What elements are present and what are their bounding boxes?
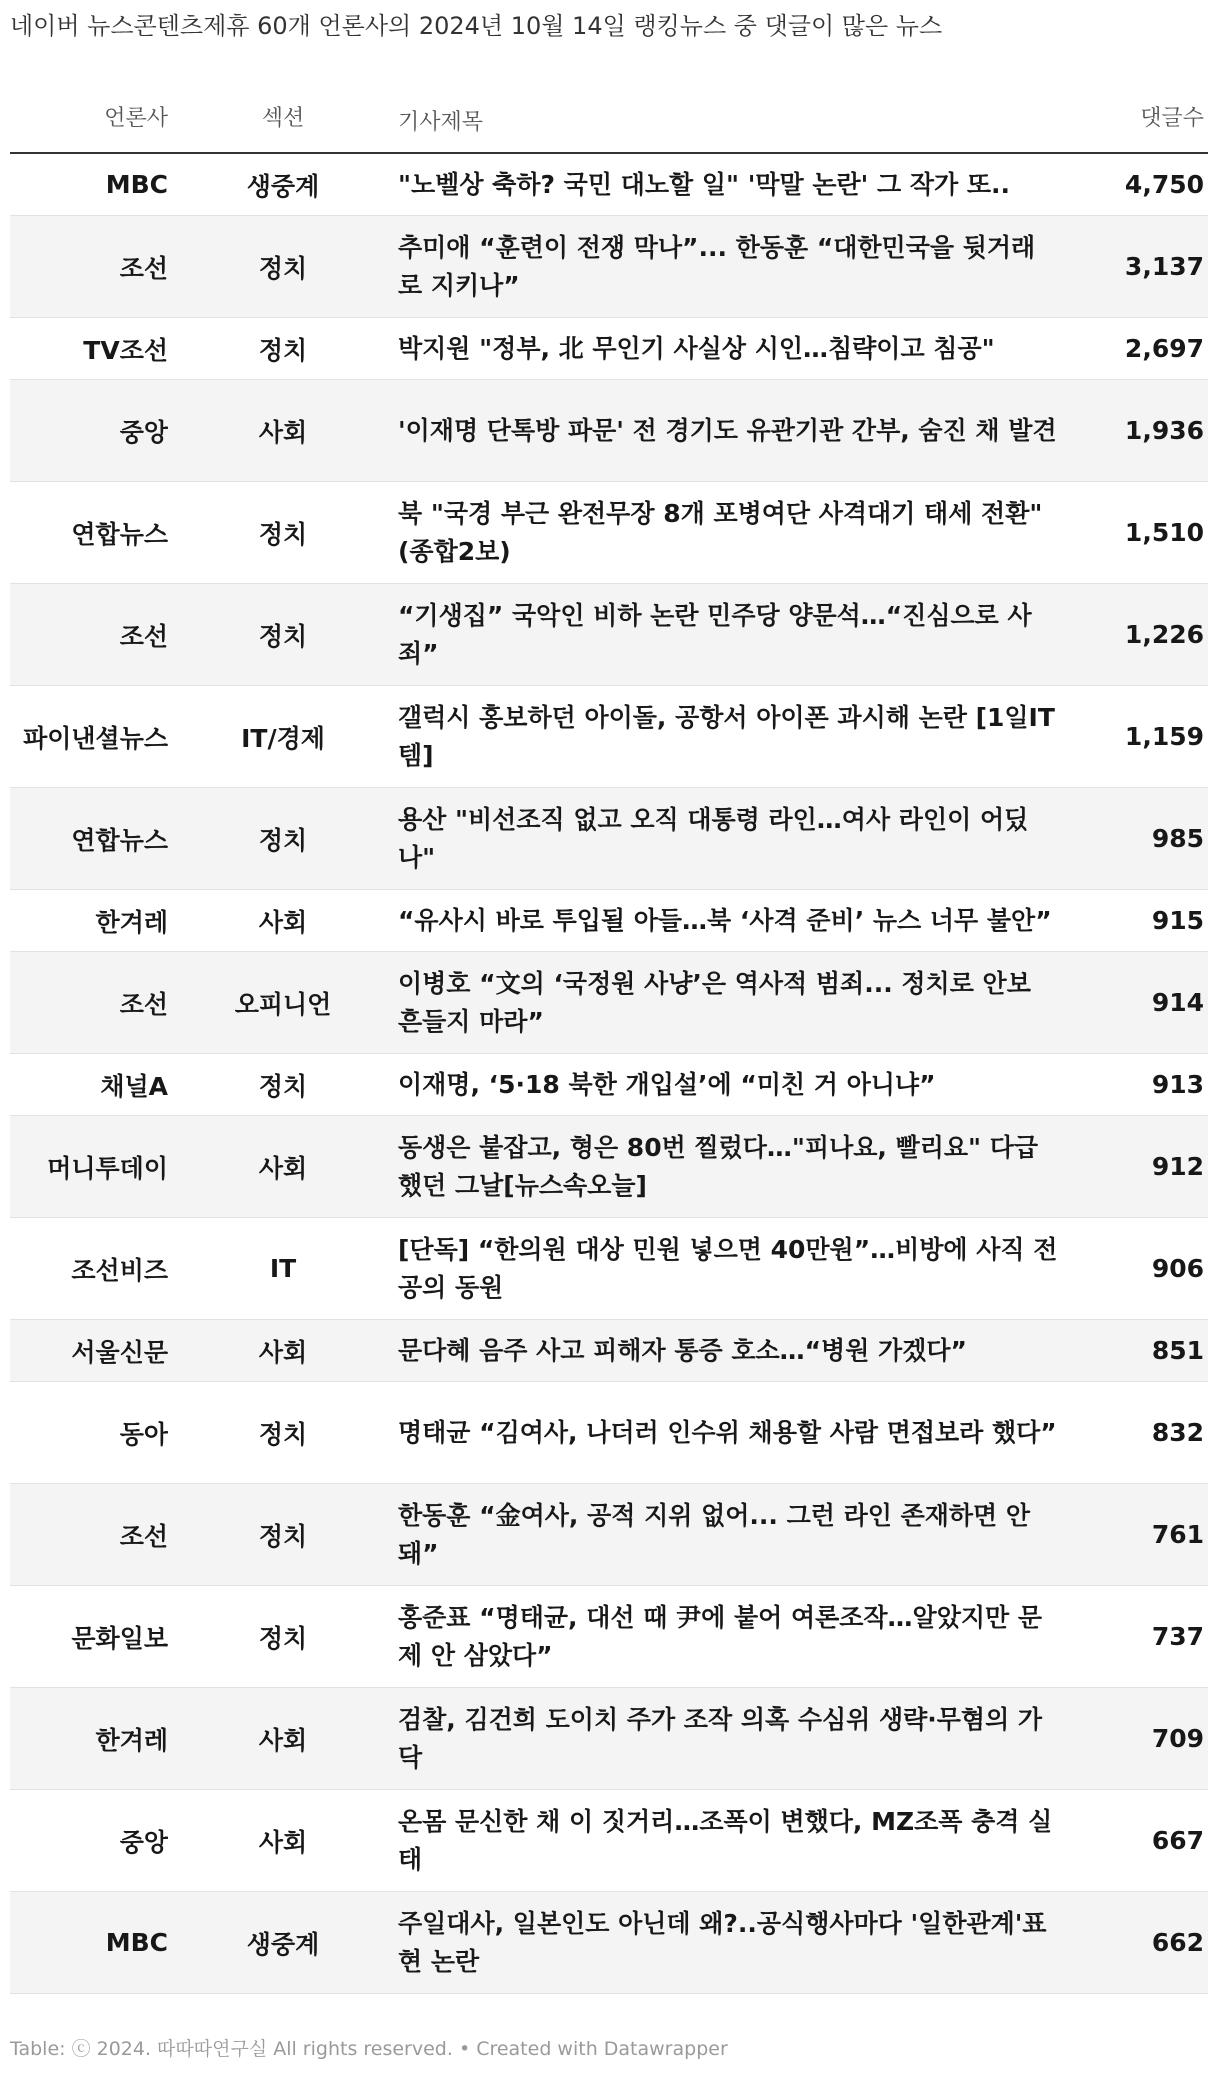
publisher-cell: 서울신문 (71, 1337, 168, 1367)
publisher-cell: MBC (105, 1928, 168, 1957)
section-cell: 정치 (258, 335, 308, 365)
header-comments: 댓글수 (1140, 106, 1204, 131)
section-cell: 사회 (258, 1337, 308, 1367)
section-cell: 사회 (258, 907, 308, 937)
section-cell: 정치 (258, 519, 308, 549)
comments-cell: 1,226 (1124, 620, 1204, 649)
headline-cell: 주일대사, 일본인도 아닌데 왜?..공식행사마다 '일한관계'표현 논란 (398, 1908, 1047, 1976)
table-row (10, 482, 1208, 584)
publisher-cell: 연합뉴스 (71, 825, 168, 855)
publisher-cell: 조선 (119, 1521, 168, 1551)
headline-cell: 홍준표 “명태균, 대선 때 尹에 붙어 여론조작…알았지만 문제 안 삼았다” (398, 1602, 1043, 1670)
headline-cell: 검찰, 김건희 도이치 주가 조작 의혹 수심위 생략·무혐의 가닥 (398, 1704, 1043, 1772)
section-cell: 정치 (258, 1419, 308, 1449)
headline-cell: 이재명, ‘5·18 북한 개입설’에 “미친 거 아니냐” (398, 1069, 936, 1099)
section-cell: 사회 (258, 1153, 308, 1183)
publisher-cell: 조선 (119, 621, 168, 651)
publisher-cell: 한겨레 (95, 1725, 168, 1755)
headline-cell: “기생집” 국악인 비하 논란 민주당 양문석…“진심으로 사죄” (398, 600, 1032, 668)
headline-cell: 북 "국경 부근 완전무장 8개 포병여단 사격대기 태세 전환"(종합2보) (398, 498, 1043, 566)
headline-cell: “유사시 바로 투입될 아들…북 ‘사격 준비’ 뉴스 너무 불안” (398, 905, 1052, 935)
section-cell: 생중계 (246, 171, 320, 201)
section-cell: 정치 (258, 1521, 308, 1551)
section-cell: 정치 (258, 1071, 308, 1101)
headline-cell: '이재명 단톡방 파문' 전 경기도 유관기관 간부, 숨진 채 발견 (398, 415, 1057, 445)
table-row (10, 788, 1208, 890)
headline-cell: 동생은 붙잡고, 형은 80번 찔렀다…"피나요, 빨리요" 다급했던 그날[뉴스속오늘] (398, 1132, 1039, 1200)
table-row (10, 1688, 1208, 1790)
section-cell: 정치 (258, 1623, 308, 1653)
section-cell: 사회 (258, 1827, 308, 1857)
publisher-cell: 연합뉴스 (71, 519, 168, 549)
table-row (10, 686, 1208, 788)
section-cell: 생중계 (246, 1929, 320, 1959)
table-header (10, 92, 1208, 154)
table-row (10, 1892, 1208, 1994)
table-row (10, 1382, 1208, 1484)
comments-cell: 832 (1151, 1418, 1204, 1447)
section-cell: 사회 (258, 1725, 308, 1755)
headline-cell: 용산 "비선조직 없고 오직 대통령 라인…여사 라인이 어딨나" (398, 804, 1029, 872)
comments-cell: 709 (1151, 1724, 1204, 1753)
section-cell: 오피니언 (234, 989, 332, 1019)
headline-cell: "노벨상 축하? 국민 대노할 일" '막말 논란' 그 작가 또.. (398, 169, 1011, 199)
table-row (10, 318, 1208, 380)
table-row (10, 1320, 1208, 1382)
section-cell: 정치 (258, 253, 308, 283)
comments-cell: 761 (1151, 1520, 1204, 1549)
comments-cell: 662 (1151, 1928, 1204, 1957)
publisher-cell: 중앙 (119, 417, 168, 447)
table-row (10, 216, 1208, 318)
publisher-cell: MBC (105, 170, 168, 199)
comments-cell: 3,137 (1124, 252, 1204, 281)
table-row (10, 1586, 1208, 1688)
section-cell: IT (269, 1254, 297, 1283)
section-cell: IT/경제 (241, 723, 325, 753)
section-cell: 사회 (258, 417, 308, 447)
publisher-cell: 한겨레 (95, 907, 168, 937)
table-title: 네이버 뉴스콘텐츠제휴 60개 언론사의 2024년 10월 14일 랭킹뉴스 중 댓글이 많은 뉴스 (10, 12, 943, 40)
comments-cell: 915 (1151, 906, 1204, 935)
publisher-cell: TV조선 (83, 335, 168, 365)
publisher-cell: 채널A (100, 1071, 168, 1101)
section-cell: 정치 (258, 825, 308, 855)
headline-cell: [단독] “한의원 대상 민원 넣으면 40만원”…비방에 사직 전공의 동원 (398, 1234, 1058, 1302)
publisher-cell: 머니투데이 (47, 1153, 168, 1183)
table-row (10, 154, 1208, 216)
comments-cell: 914 (1151, 988, 1204, 1017)
table-row (10, 1790, 1208, 1892)
header-headline: 기사제목 (398, 110, 484, 135)
table-row (10, 584, 1208, 686)
comments-cell: 737 (1151, 1622, 1204, 1651)
table-footer: Table: ⓒ 2024. 따따따연구실 All rights reserved. • Created with Datawrapper (10, 2038, 728, 2060)
comments-cell: 1,159 (1124, 722, 1204, 751)
headline-cell: 온몸 문신한 채 이 짓거리…조폭이 변했다, MZ조폭 충격 실태 (398, 1806, 1053, 1874)
headline-cell: 명태균 “김여사, 나더러 인수위 채용할 사람 면접보라 했다” (398, 1417, 1057, 1447)
header-section: 섹션 (261, 106, 305, 131)
table-row (10, 1484, 1208, 1586)
headline-cell: 한동훈 “金여사, 공적 지위 없어... 그런 라인 존재하면 안돼” (398, 1500, 1031, 1568)
table-row (10, 890, 1208, 952)
table-row (10, 952, 1208, 1054)
publisher-cell: 중앙 (119, 1827, 168, 1857)
publisher-cell: 동아 (119, 1419, 168, 1449)
publisher-cell: 문화일보 (71, 1623, 168, 1653)
publisher-cell: 조선비즈 (71, 1255, 168, 1285)
header-publisher: 언론사 (104, 106, 168, 131)
headline-cell: 박지원 "정부, 北 무인기 사실상 시인…침략이고 침공" (398, 333, 995, 363)
comments-cell: 912 (1151, 1152, 1204, 1181)
headline-cell: 갤럭시 홍보하던 아이돌, 공항서 아이폰 과시해 논란 [1일IT템] (398, 702, 1055, 770)
table-row (10, 1054, 1208, 1116)
comments-cell: 906 (1151, 1254, 1204, 1283)
ranking-table (10, 92, 1208, 1994)
table-body (10, 154, 1208, 1994)
comments-cell: 851 (1151, 1336, 1204, 1365)
publisher-cell: 파이낸셜뉴스 (23, 723, 168, 753)
comments-cell: 667 (1151, 1826, 1204, 1855)
comments-cell: 1,510 (1124, 518, 1204, 547)
comments-cell: 985 (1151, 824, 1204, 853)
comments-cell: 913 (1151, 1070, 1204, 1099)
table-row (10, 380, 1208, 482)
comments-cell: 4,750 (1124, 170, 1204, 199)
table-row (10, 1116, 1208, 1218)
headline-cell: 문다혜 음주 사고 피해자 통증 호소…“병원 가겠다” (398, 1335, 967, 1365)
headline-cell: 이병호 “文의 ‘국정원 사냥’은 역사적 범죄... 정치로 안보 흔들지 마라” (398, 968, 1031, 1036)
headline-cell: 추미애 “훈련이 전쟁 막나”... 한동훈 “대한민국을 뒷거래로 지키나” (398, 232, 1036, 300)
publisher-cell: 조선 (119, 989, 168, 1019)
comments-cell: 1,936 (1124, 416, 1204, 445)
comments-cell: 2,697 (1124, 334, 1204, 363)
section-cell: 정치 (258, 621, 308, 651)
table-row (10, 1218, 1208, 1320)
publisher-cell: 조선 (119, 253, 168, 283)
